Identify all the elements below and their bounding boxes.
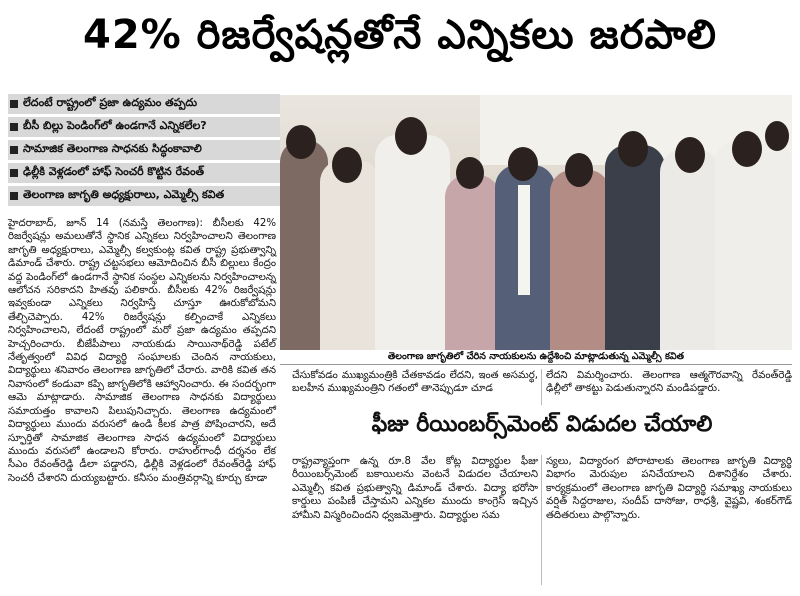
column-divider xyxy=(541,455,542,585)
person-figure xyxy=(550,170,610,350)
bullet-square-icon xyxy=(10,192,18,200)
scarf xyxy=(518,185,530,295)
person-head xyxy=(618,131,648,167)
person-head xyxy=(508,147,538,181)
highlights-list xyxy=(8,94,280,209)
photo-caption: తెలంగాణ జాగృతిలో చేరిన నాయకులను ఉద్దేశించి మాట్లాడుతున్న ఎమ్మెల్సీ కవిత xyxy=(280,350,792,365)
highlight-text: బీసీ బిల్లు పెండింగ్‌లో ఉండగానే ఎన్నికలేల? xyxy=(23,119,207,132)
person-head xyxy=(332,147,362,183)
headline: 42% రిజర్వేషన్లతోనే ఎన్నికలు జరపాలి xyxy=(83,12,717,58)
bullet-square-icon xyxy=(10,146,18,154)
person-head xyxy=(732,131,762,167)
article-continued-1: చేసుకోవడం ముఖ్యమంత్రికి చేతకావడం లేదని, ఇంత అసమర్థ, బలహీన ముఖ్యమంత్రిని గతంలో తానెప్పుడూ చూడ xyxy=(292,370,538,395)
person-figure xyxy=(605,145,665,350)
person-figure xyxy=(715,140,792,350)
article-continued-2: లేదని విమర్శించారు. తెలంగాణ ఆత్మగౌరవాన్ని రేవంత్‌రెడ్డి ఢిల్లీలో తాకట్టు పెడుతున్నారని మండిపడ్డారు. xyxy=(546,370,792,395)
person-head xyxy=(286,125,316,159)
person-head xyxy=(395,117,427,155)
bullet-square-icon xyxy=(10,123,18,131)
person-head xyxy=(456,157,484,189)
person-figure xyxy=(320,160,380,350)
highlight-text: సామాజిక తెలంగాణ సాధనకు సిద్ధంకావాలి xyxy=(23,142,202,155)
highlight-text: లేదంటే రాష్ట్రంలో ప్రజా ఉద్యమం తప్పదు xyxy=(23,96,198,109)
article-lower-1: రాష్ట్రవ్యాప్తంగా ఉన్న రూ.8 వేల కోట్ల విద్యార్థుల ఫీజు రీయింబర్స్‌మెంట్ బకాయిలను వెంటనే విడుదల చేయాలని ఎమ్మెల్సీ కవిత ప్రభుత్వాన్ని డిమాండ్ చేశారు. విద్యా భరోసా కార్డులు పంపిణీ చేస్తామని ఎన్నికల ముందు కాంగ్రెస్ ఇచ్చిన హామీని విస్మరించిందని ధ్వజమెత్తారు. విద్యార్థుల సమ xyxy=(292,456,538,521)
highlight-item xyxy=(8,163,280,183)
bullet-square-icon xyxy=(10,169,18,177)
bullet-square-icon xyxy=(10,100,18,108)
article-body-left: హైదరాబాద్, జూన్ 14 (నమస్తే తెలంగాణ): బీసీలకు 42% రిజర్వేషన్లు అమలుతోనే స్థానిక ఎన్నికలు నిర్వహించాలని తెలంగాణ జాగృతి అధ్యక్షురాలు, ఎమ్మెల్సీ కల్వకుంట్ల కవిత రాష్ట్ర ప్రభుత్వాన్ని డిమాండ్ చేశారు. రాష్ట్ర చట్టసభలు ఆమోదించిన బీసీ బిల్లులు కేంద్రం వద్ద పెండింగ్‌లో ఉండగానే స్థానిక సంస్థల ఎన్నికలను నిర్వహించాలన్న ఆలోచన సరికాదని హితవు పలికారు. బీసీలకు 42% రిజర్వేషన్లు ఇవ్వకుండా ఎన్నికలు నిర్వహిస్తే చూస్తూ ఊరుకోబోమని తేల్చిచెప్పారు. 42% రిజర్వేషన్లు కల్పించాకే ఎన్నికలు నిర్వహించాలని, లేదంటే రాష్ట్రంలో మరో ప్రజా ఉద్యమం తప్పదని హెచ్చరించారు. బీజేపీపాలు నాయకుడు సాయినాథ్‌రెడ్డి పటేల్ నేతృత్వంలో వివిధ విద్యార్థి సంఘాలకు చెందిన నాయకులు, విద్యార్థులు శనివారం తెలంగాణ జాగృతిలో చేరారు. వారికి కవిత తన నివాసంలో కండువా కప్పి జాగృతిలోకి ఆహ్వానించారు. ఈ సందర్భంగా ఆమె మాట్లాడారు. సామాజిక తెలంగాణ సాధనకు విద్యార్థులు సమాయత్తం కావాలని పిలుపునిచ్చారు. తెలంగాణ ఉద్యమంలో విద్యార్థులు ముందు వరుసలో ఉండి కీలక పాత్ర పోషించారని, అదే స్ఫూర్తితో సామాజిక తెలంగాణ సాధన ఉద్యమంలో విద్యార్థులు ముందు వరుసలో ఉండాలని కోరారు. రాహుల్‌గాంధీ దర్శనం లేక సీఎం రేవంత్‌రెడ్డి డీలా పడ్డారని, ఢిల్లీకి వెళ్లడంలో రేవంత్‌రెడ్డి హాఫ్ సెంచరీ చేశారని దుయ్యబట్టారు. కనీసం మంత్రివర్గాన్ని కూర్చు కూడా xyxy=(8,218,276,484)
news-photo xyxy=(280,95,792,350)
highlight-text: తెలంగాణ జాగృతి అధ్యక్షురాలు, ఎమ్మెల్సీ కవిత xyxy=(23,188,225,201)
person-head xyxy=(765,121,789,151)
highlight-item xyxy=(8,140,280,160)
person-figure xyxy=(445,175,500,350)
highlight-item xyxy=(8,117,280,137)
article-lower-2: స్యలు, విద్యారంగ పోరాటాలకు తెలంగాణ జాగృతి విద్యార్థి విభాగం మెరుపుల పనిచేయాలని దిశానిర్దేశం చేశారు. కార్యక్రమంలో తెలంగాణ జాగృతి విద్యార్థి సమాఖ్య నాయకులు వర్షిత్ సిద్దరాజుల, సందీప్ దాసోజు, రాధశ్రీ, వైష్ణవి, శంకర్‌గౌడ్ తదితరులు పాల్గొన్నారు. xyxy=(546,456,792,521)
highlight-item xyxy=(8,94,280,114)
person-head xyxy=(565,153,593,187)
highlight-text: ఢిల్లీకి వెళ్లడంలో హాఫ్ సెంచరీ కొట్టిన రేవంత్ xyxy=(23,165,205,178)
subheadline: ఫీజు రీయింబర్స్‌మెంట్ విడుదల చేయాలి xyxy=(292,407,792,447)
highlight-item xyxy=(8,186,280,206)
person-head xyxy=(675,137,705,173)
column-divider xyxy=(541,369,542,405)
person-figure xyxy=(660,150,720,350)
person-figure xyxy=(375,135,450,350)
